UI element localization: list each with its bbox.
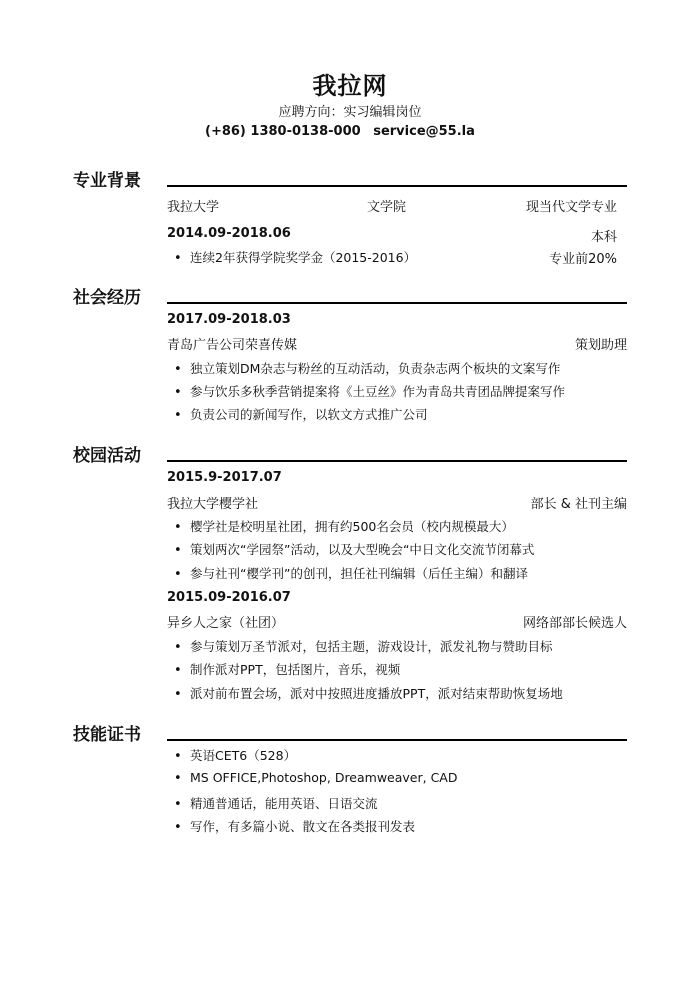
section-divider [167, 460, 627, 462]
list-item: • 英语CET6（528） [174, 746, 296, 764]
section-title-campus: 校园活动 [73, 446, 141, 466]
list-item: • 精通普通话，能用英语、日语交流 [174, 794, 378, 812]
list-item: • 策划两次“学园祭”活动，以及大型晚会“中日文化交流节闭幕式 [174, 540, 534, 558]
list-item: • 独立策划DM杂志与粉丝的互动活动，负责杂志两个板块的文案写作 [174, 359, 560, 377]
campus-period-row [167, 590, 627, 610]
list-item: • 参与社刊“樱学刊”的创刊，担任社刊编辑（后任主编）和翻译 [174, 564, 528, 582]
list-item: • 写作，有多篇小说、散文在各类报刊发表 [174, 817, 415, 835]
list-item: • 参与饮乐多秋季营销提案将《土豆丝》作为青岛共青团品牌提案写作 [174, 382, 565, 400]
contact-line [205, 124, 483, 139]
social-period-row [167, 312, 627, 332]
section-divider [167, 185, 627, 187]
org-name: 异乡人之家（社团） [167, 616, 285, 631]
candidate-name: 我拉网 [312, 72, 388, 100]
school-name: 我拉大学 [167, 200, 220, 215]
campus-period: 2015.09-2016.07 [167, 590, 291, 605]
job-role: 策划助理 [574, 338, 627, 353]
org-role: 部长 & 社刊主编 [530, 497, 627, 512]
list-item: • 派对前布置会场，派对中按照进度播放PPT，派对结束帮助恢复场地 [174, 684, 563, 702]
campus-org-row [167, 493, 627, 513]
section-title-social: 社会经历 [73, 288, 141, 308]
degree-level: 本科 [590, 230, 617, 245]
phone-number: (+86) 1380-0138-000 [205, 124, 361, 139]
list-item: • 樱学社是校明星社团，拥有约500名会员（校内规模最大） [174, 517, 514, 535]
company-name: 青岛广告公司荣喜传媒 [167, 338, 298, 353]
education-rank-row [167, 248, 627, 268]
campus-org-row [167, 612, 627, 632]
list-item: • MS OFFICE,Photoshop, Dreamweaver, CAD [174, 770, 458, 786]
list-item: • 参与策划万圣节派对，包括主题，游戏设计，派发礼物与赞助目标 [174, 637, 553, 655]
list-item: • 连续2年获得学院奖学金（2015-2016） [174, 248, 416, 266]
college-name: 文学院 [367, 200, 407, 215]
education-period: 2014.09-2018.06 [167, 226, 291, 241]
section-divider [167, 302, 627, 304]
section-divider [167, 739, 627, 741]
class-rank: 专业前20% [549, 252, 617, 267]
job-objective: 应聘方向：实习编辑岗位 [278, 105, 422, 120]
list-item: • 制作派对PPT，包括图片，音乐，视频 [174, 660, 400, 678]
org-role: 网络部部长候选人 [522, 616, 627, 631]
social-company-row [167, 334, 627, 354]
list-item: • 负责公司的新闻写作，以软文方式推广公司 [174, 405, 428, 423]
campus-period: 2015.9-2017.07 [167, 470, 282, 485]
campus-period-row [167, 470, 627, 490]
education-info-row [167, 196, 627, 216]
major-name: 现当代文学专业 [525, 200, 617, 215]
email-address: service@55.la [373, 124, 475, 139]
social-period: 2017.09-2018.03 [167, 312, 291, 327]
org-name: 我拉大学樱学社 [167, 497, 259, 512]
section-title-education: 专业背景 [73, 171, 141, 191]
education-period-row [167, 226, 627, 246]
section-title-skills: 技能证书 [73, 725, 141, 745]
